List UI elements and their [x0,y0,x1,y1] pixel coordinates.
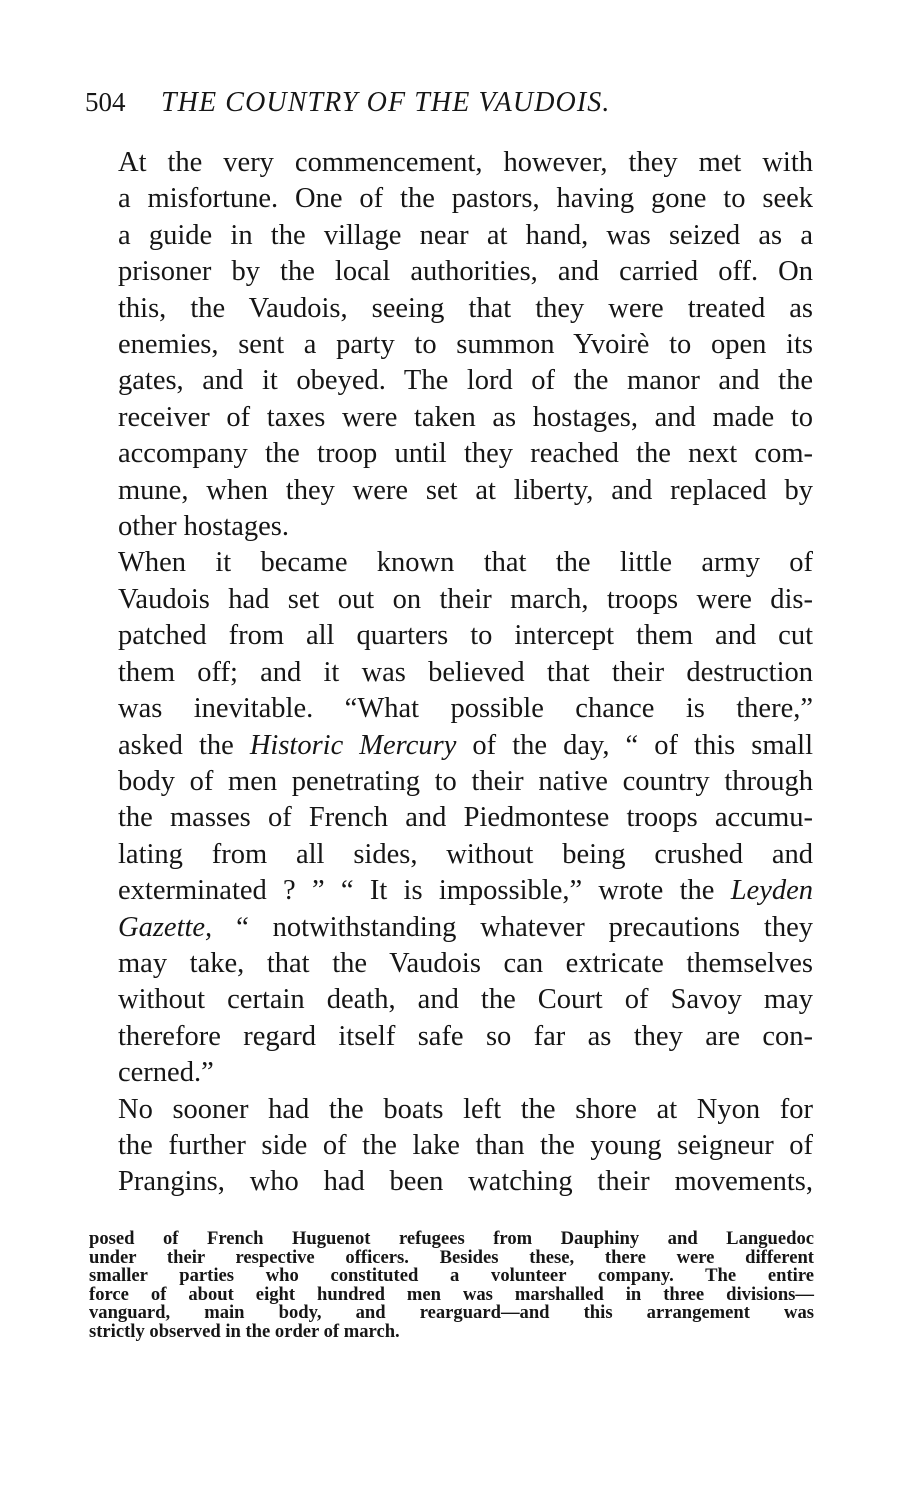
text-line: When it became known that the little army of [118,547,813,579]
text-line: therefore regard itself safe so far as they are con- [118,1020,813,1052]
text-fragment: exterminated ? ” “ It is impossible,” wrote the [118,875,731,907]
text-line: patched from all quarters to intercept them and cut [118,620,813,652]
paragraph [88,145,813,545]
text-line: this, the Vaudois, seeing that they were treated as [118,292,813,324]
footnote-line: vanguard, main body, and rearguard—and this arrangement was [89,1302,814,1323]
text-line-with-italic-title [88,910,813,946]
page-header [85,82,815,122]
text-line: At the very commencement, however, they met with [118,147,813,178]
text-line: the further side of the lake than the young seigneur of [118,1129,813,1161]
text-line: No sooner had the boats left the shore at Nyon for [118,1093,813,1125]
text-line: prisoner by the local authorities, and carried off. On [118,256,813,288]
leyden-title: Leyden [730,875,813,907]
running-title: THE COUNTRY OF THE VAUDOIS. [161,87,611,118]
gazette-title: Gazette, [118,911,213,943]
footnote-line: under their respective officers. Besides these, there were different [89,1246,814,1268]
text-fragment: “ notwithstanding whatever precautions they [212,911,813,943]
text-line: gates, and it obeyed. The lord of the manor and the [118,365,813,397]
text-fragment: of the day, “ of this small [456,729,814,761]
text-line: was inevitable. “What possible chance is there,” [118,693,813,725]
text-line: without certain death, and the Court of Savoy may [118,984,813,1016]
footnote-line: force of about eight hundred men was marshalled in three divisions— [89,1283,814,1305]
text-line: accompany the troop until they reached the next com- [118,438,813,470]
page-number: 504 [85,87,126,117]
text-line: cerned.” [118,1057,214,1089]
text-line: a misfortune. One of the pastors, having gone to seek [118,183,813,215]
text-line: the masses of French and Piedmontese troops accumu- [118,802,813,834]
text-line: body of men penetrating to their native country through [118,765,813,797]
footnote-line: posed of French Huguenot refugees from Dauphiny and Languedoc [89,1228,814,1249]
text-line: them off; and it was believed that their destruction [118,656,813,688]
text-line-with-italic-title [88,873,813,909]
paragraph [88,1092,813,1201]
footnote [89,1230,814,1341]
text-line: receiver of taxes were taken as hostages, and made to [118,401,813,433]
text-line: Prangins, who had been watching their movements, [118,1166,813,1198]
text-line: enemies, sent a party to summon Yvoirè to open its [118,329,813,361]
footnote-line: smaller parties who constituted a volunteer company. The entire [89,1265,814,1286]
footnote-line: strictly observed in the order of march. [89,1320,400,1342]
text-fragment: asked the [118,729,250,761]
text-line: other hostages. [118,511,289,543]
paragraph [88,545,813,1091]
main-text [88,145,813,1201]
text-line: Vaudois had set out on their march, troops were dis- [118,583,813,615]
text-line: mune, when they were set at liberty, and replaced by [118,474,813,506]
text-line: lating from all sides, without being crushed and [118,838,813,870]
historic-mercury-title: Historic Mercury [249,729,457,761]
text-line: a guide in the village near at hand, was seized as a [118,219,813,251]
text-line-with-italic-title [88,728,813,764]
text-line: may take, that the Vaudois can extricate themselves [118,947,813,979]
